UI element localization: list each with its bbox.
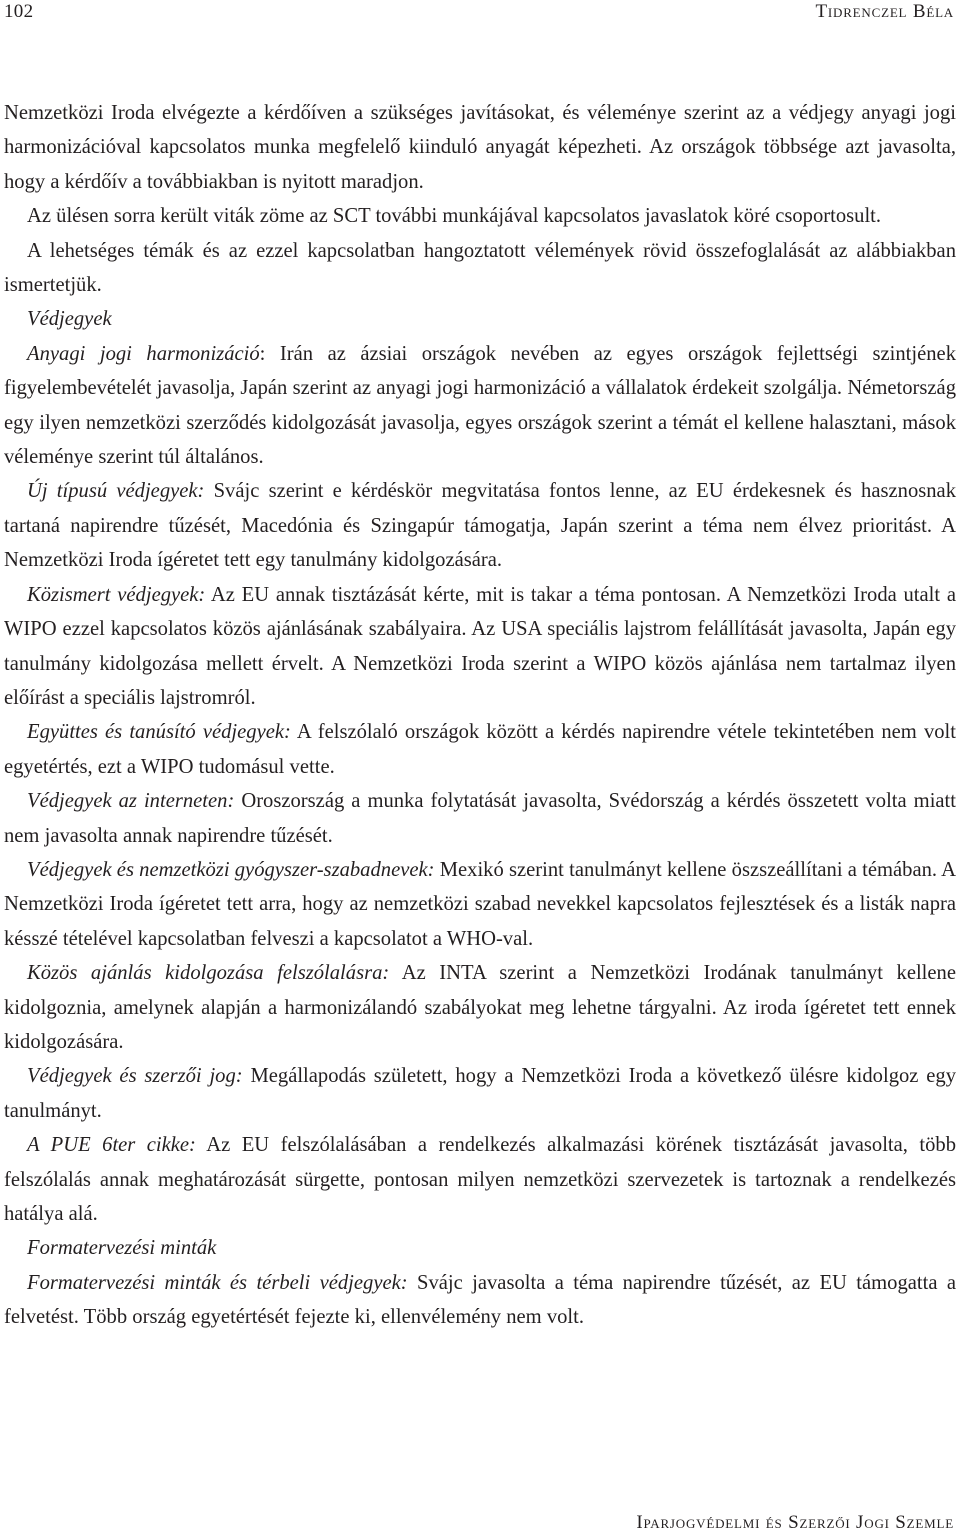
paragraph-text: Mexikó szerint tanulmányt kellene öszszeállítani a témában. A Nemzetközi Iroda ígéretet tett arra, hogy az nemzetközi szabad nevekkel kapcsolatos fejlesztések és a listák napra késszé tételével kapcsolatban felveszi a kapcsolatot a WHO-val. bbox=[4, 858, 957, 950]
paragraph-text: Az EU felszólalásában a rendelkezés alkalmazási körének tisztázását javasolta, több felszólalás annak meghatározását sürgette, pontosan milyen nemzetközi szervezetek is tartoznak a rendelkezés hatálya alá. bbox=[4, 1134, 956, 1225]
running-head-author: Tidrenczel Béla bbox=[815, 1, 954, 22]
paragraph-text: : Irán az ázsiai országok nevében az egyes országok fejlettségi szintjének figyelembevételét javasolja, Japán szerint az anyagi jogi harmonizáció a vállalatok érdekeit szolgálja. Németország egy ilyen nemzetközi szerződés kidolgozását javasolja, egyes országok szerint a témát el kellene halasztani, mások véleménye szerint túl általános. bbox=[4, 342, 956, 469]
section-heading-trademarks bbox=[4, 302, 956, 336]
paragraph bbox=[4, 337, 956, 475]
paragraph bbox=[4, 474, 956, 577]
paragraph bbox=[4, 956, 956, 1059]
paragraph-lead: Új típusú védjegyek: bbox=[27, 480, 205, 503]
section-heading-designs bbox=[4, 1231, 956, 1265]
page-footer-journal-title: Iparjogvédelmi és Szerzői Jogi Szemle bbox=[636, 1512, 954, 1533]
paragraph-text: Svájc javasolta a téma napirendre tűzését, az EU támogatta a felvetést. Több ország egyetértését fejezte ki, ellenvélemény nem volt. bbox=[4, 1271, 956, 1329]
paragraph-lead: Formatervezési minták és térbeli védjegyek: bbox=[27, 1271, 408, 1294]
article-body bbox=[4, 96, 956, 1335]
paragraph bbox=[4, 96, 956, 199]
paragraph bbox=[4, 1128, 956, 1231]
paragraph-lead: Közismert védjegyek: bbox=[27, 583, 206, 606]
paragraph-text: Nemzetközi Iroda elvégezte a kérdőíven a szükséges javításokat, és véleménye szerint az a védjegy anyagi jogi harmonizációval kapcsolatos munka megfelelő kiinduló anyagát képezheti. Az országok többsége azt javasolta, hogy a kérdőív a továbbiakban is nyitott maradjon. bbox=[4, 102, 956, 193]
paragraph bbox=[4, 853, 956, 956]
page-number: 102 bbox=[4, 1, 34, 22]
paragraph-lead: Anyagi jogi harmonizáció bbox=[27, 342, 260, 365]
paragraph-lead: Védjegyek és nemzetközi gyógyszer-szabadnevek: bbox=[27, 858, 435, 881]
paragraph bbox=[4, 715, 956, 784]
paragraph-lead: Védjegyek és szerzői jog: bbox=[27, 1065, 243, 1088]
paragraph-text: Oroszország a munka folytatását javasolta, Svédország a kérdés összetett volta miatt nem javasolta annak napirendre tűzését. bbox=[4, 790, 957, 847]
paragraph-text: Az INTA szerint a Nemzetközi Irodának tanulmányt kellene kidolgoznia, amelynek alapján a harmonizálandó szabályokat meg lehetne tárgyalni. Az iroda ígéretet tett ennek kidolgozására. bbox=[4, 962, 956, 1053]
paragraph bbox=[4, 578, 956, 716]
section-heading-text: Védjegyek bbox=[27, 308, 112, 331]
section-heading-text: Formatervezési minták bbox=[27, 1237, 217, 1260]
paragraph bbox=[4, 1059, 956, 1128]
paragraph-text: A lehetséges témák és az ezzel kapcsolatban hangoztatott vélemények rövid összefoglalását az alábbiakban ismertetjük. bbox=[4, 239, 956, 297]
paragraph-lead: Közös ajánlás kidolgozása felszólalásra: bbox=[27, 962, 390, 985]
paragraph bbox=[4, 234, 956, 303]
paragraph-text: Az EU annak tisztázását kérte, mit is takar a téma pontosan. A Nemzetközi Iroda utalt a WIPO ezzel kapcsolatos közös ajánlásának szabályaira. Az USA speciális lajstrom felállítását javasolta, Japán egy tanulmány kidolgozása mellett érvelt. A Nemzetközi Iroda szerint a WIPO közös ajánlása nem tartalmaz ilyen előírást a speciális lajstromról. bbox=[4, 583, 956, 709]
paragraph-text: Az ülésen sorra került viták zöme az SCT további munkájával kapcsolatos javaslatok köré csoportosult. bbox=[27, 205, 882, 228]
page-header bbox=[0, 0, 960, 28]
paragraph-text: Svájc szerint e kérdéskör megvitatása fontos lenne, az EU érdekesnek és hasznosnak tartaná napirendre tűzését, Macedónia és Szingapúr támogatja, Japán szerint a téma nem élvez prioritást. A Nemzetközi Iroda ígéretet tett egy tanulmány kidolgozására. bbox=[4, 480, 956, 572]
paragraph bbox=[4, 1266, 956, 1335]
paragraph-lead: A PUE 6ter cikke: bbox=[27, 1134, 196, 1157]
paragraph-lead: Együttes és tanúsító védjegyek: bbox=[27, 721, 291, 744]
paragraph bbox=[4, 199, 956, 233]
paragraph-text: Megállapodás született, hogy a Nemzetközi Iroda a következő ülésre kidolgoz egy tanulmányt. bbox=[4, 1065, 956, 1122]
paragraph-text: A felszólaló országok között a kérdés napirendre vétele tekintetében nem volt egyetértés, ezt a WIPO tudomásul vette. bbox=[4, 721, 956, 778]
paragraph-lead: Védjegyek az interneten: bbox=[27, 790, 235, 813]
paragraph bbox=[4, 784, 956, 853]
